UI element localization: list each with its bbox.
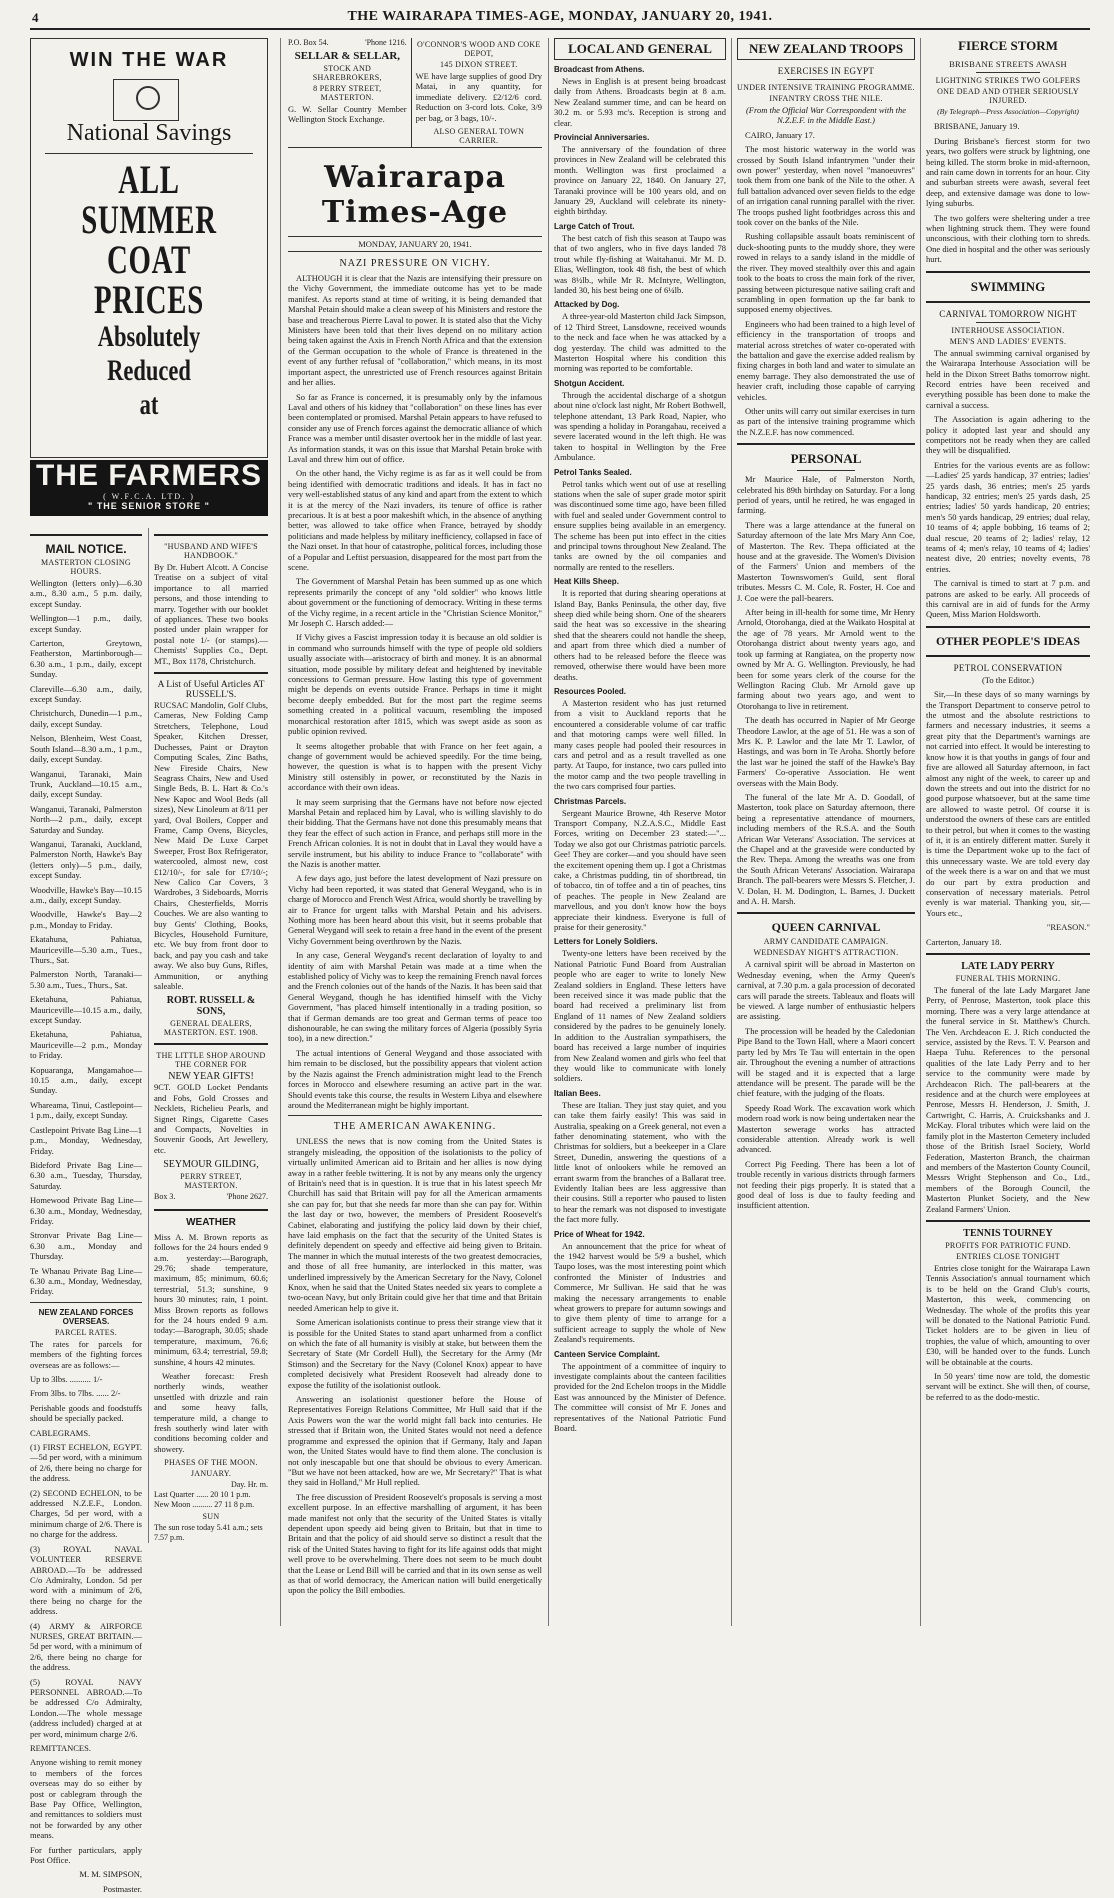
swimming-sub-3: MEN'S AND LADIES' EVENTS. [949,336,1067,346]
editorial-heading-1: NAZI PRESSURE ON VICHY. [339,258,491,270]
swimming-sub-2: INTERHOUSE ASSOCIATION. [951,325,1065,335]
moon-row-1: Last Quarter ...... 20 10 1 p.m. [154,1490,251,1500]
mail-list-item: Eketahuna, Pahiatua, Mauriceville—10.15 a.m., daily, except Sunday. [30,994,142,1026]
masthead-title: THE WAIRARAPA TIMES-AGE, MONDAY, JANUARY 20, 1941. [347,9,773,24]
sun-text: The sun rose today 5.41 a.m.; sets 7.57 p.m. [154,1523,263,1543]
mail-list-item: Castlepoint Private Bag Line—1 p.m., Monday, Wednesday, Friday. [30,1124,142,1156]
ad-line-6: Reduced [107,354,191,387]
oconnor-text: WE have large supplies of good Dry Matai, in any quantity, for immediate delivery. £2/12/6 cord. Reduction on 3-cord lots. Coke, 3/9 per bag, or 3 bags, 10/-. [415,71,542,123]
local-item-heading: Petrol Tanks Sealed. [554,467,632,477]
swimming-paragraph: Entries for the various events are as follow:—Ladies' 25 yards handicap, 37 entries; ladies' 25 yards dash, 36 entries; men's 25 yards handicap, 32 entries; men's 25 yards dash, 25 entries; ladies' 50 yards handicap, 20 entries; men's 50 yards handicap, 29 entries; dual relay, 10 teams of 4; apple bobbing, 16 teams of 2; dual rescue, 20 teams of 2; ladies' relay, 12 teams of 4; men's relay, 10 teams of 4; ladies' neatest dive, 20 entries; novelty events, 78 entries. [926,459,1090,574]
editorial-body-1 [288,273,542,1110]
swimming-sub: CARNIVAL TOMORROW NIGHT [939,308,1077,319]
mail-list-item: Palmerston North, Taranaki—5.30 a.m., Tues., Thurs., Sat. [30,969,142,990]
mail-list-item: Woodville, Hawke's Bay—10.15 a.m., daily, except Sunday. [30,884,142,905]
nz-troops-paragraph: CAIRO, January 17. [745,129,815,140]
local-item-heading: Christmas Parcels. [554,796,627,806]
ideas-heading: OTHER PEOPLE'S IDEAS [935,633,1081,648]
local-item-text: It is reported that during shearing operations at Island Bay, Banks Peninsula, the other day, five sheep died while being shorn. One of the shearers said the heat was so excessive in the shearing shed that the shearers could not handle the sheep, and apart from three which died a number of others had to be released before the fleece was removed, otherwise there would have been more deaths. [554,588,726,682]
nz-troops-paragraph: Engineers who had been trained to a high level of efficiency in the transportation of troops and material across stretches of water co-operated with the battalion and gave the exercise added realism by fixing charges in both land and water to simulate an enemy barrage. They also demonstrated the use of heavier craft, including those capable of carrying vehicles. [737,318,915,402]
mail-notice [30,528,142,1898]
tennis-sub-2: ENTRIES CLOSE TONIGHT [956,1251,1060,1261]
mail-list-item: Eketahuna, Pahiatua, Mauriceville—2 p.m., Monday to Friday. [30,1029,142,1061]
mail-list-item: Wanganui, Taranaki, Main Trunk, Auckland—10.15 a.m., daily, except Sunday. [30,768,142,800]
nz-troops-body [737,130,915,437]
gilding-heading-2: NEW YEAR GIFTS! [168,1071,254,1083]
forces-list-item: (2) SECOND ECHELON, to be addressed N.Z.E.F., London. Charges, 5d per word, with a minimum charge of 2/6. There is no charge for the address. [30,1487,142,1540]
tennis-sub: PROFITS FOR PATRIOTIC FUND. [945,1240,1071,1250]
mail-list-item: Te Whanau Private Bag Line—6.30 a.m., Monday, Wednesday, Friday. [30,1265,142,1297]
ideas-letter: Sir,—In these days of so many warnings by the Transport Department to conserve petrol to the utmost and the absolute restrictions to farmers and necessary industries, it seems a great pity that the Department's warnings are not carried into effect. It would be interesting to know how it is that youths in gangs of four and five are allowed all Saturday afternoon, in fact almost any night of the week, to career up and down the streets and out into the district for no good purpose whatsoever, but at the same time are allowed to waste petrol. Of course it is understood the owners of these cars are entitled to their petrol, but when it comes to the wasting of it, it is an entirely different matter. Surely it is time the Department woke up to the fact of this unnecessary waste. We are told every day of the week there is a war on and that we must do our part by extra production and conservation of necessary materials. Petrol evenly is war material. Thanking you, sir,—Yours etc., [926,689,1090,918]
local-item-heading: Heat Kills Sheep. [554,577,619,587]
swimming-heading: SWIMMING [970,278,1046,294]
page-number: 4 [32,10,39,25]
nz-troops-sub-3: INFANTRY CROSS THE NILE. [769,94,883,103]
column-1 [30,38,268,1894]
mail-list-item: Ekatahuna, Pahiatua, Mauriceville—5.30 a.m., Tues., Thurs., Sat. [30,934,142,965]
editorial-paragraph: In any case, General Weygand's recent declaration of loyalty to and identity of aim with Marshal Petain was made at a time when the established policy of Vichy was to keep the remaining French naval forces and the French colonies out of the hands of the Nazis. It has been said that General Weygand, though he has identified himself with the Vichy Government, "has placed himself intentionally in a trading position, so that if German demands are too great and German terms of peace too dishonourable, he can swing the military forces of Algeria (possibly Syria too), in a new direction." [288,950,542,1044]
sellar-address: 8 PERRY STREET, MASTERTON. [313,84,382,102]
queen-carnival-paragraph: The procession will be headed by the Caledonian Pipe Band to the Town Hall, where a Maori concert party led by Mrs Te Tau will entertain in the open air. Throughout the evening a number of attractions will be staged and it is expected that a large attendance will be present. The parade will be the chief feature, with the judging of the floats. [737,1025,915,1099]
mail-list-item: Christchurch, Dunedin—1 p.m., daily, except Sunday. [30,708,142,729]
tennis-tail: In 50 years' time now are told, the domestic servant will be extinct. She will then, of course, be referred to as the dodo-mestic. [926,1371,1090,1402]
win-the-war-heading: WIN THE WAR [69,49,229,71]
perry-sub: FUNERAL THIS MORNING. [955,974,1061,983]
local-general-column [554,38,726,1626]
sun-heading: SUN [202,1512,220,1522]
mail-list-item: Clareville—6.30 a.m., daily, except Sunday. [30,683,142,705]
ad-line-7: at [139,388,159,421]
russell-text: RUCSAC Mandolin, Golf Clubs, Cameras, New Folding Camp Stretchers, Telephone, Loud Speaker, Kitchen Dresser, Duchesses, Paint or Drayton Computing Scales, Zinc Baths, New Fireside Chairs, New Seagrass Chairs, New and Used Single Beds, B. L. Hart & Co.'s New Kapoc and Wool Beds (all sizes), New Linoleum at 8/11 per yard, Oval Boilers, Copper and Frame, Camp Ovens, Bicycles, New Maid De Luxe Carpet Sweeper, Frost Box Refrigerator, watercooled, almost new, cost £12/10/-, for sale for £7/10/-; New Calico Car Covers, 3 Wardrobes, 3 Sideboards, Morris Chairs, Chesterfields, Morris Couches. We are also wanting to buy Gents' Clothing, Books, Bicycles, Household Furniture, etc. We buy from front door to back, and pay you cash and take away. We also buy Guns, Rifles, Ammunition, or anything saleable. [154,700,268,992]
local-item-text: A three-year-old Masterton child Jack Simpson, of 12 Third Street, Lansdowne, received wounds to the neck and face when he was attacked by a dog yesterday. The child was admitted to the Masterton Hospital where his condition this morning was reported to be comfortable. [554,311,726,374]
handbook-heading: "HUSBAND AND WIFE'S HANDBOOK." [164,542,258,560]
farmers-advertisement [30,38,268,458]
national-savings-heading: National Savings [66,120,232,146]
local-item-heading: Broadcast from Athens. [554,65,645,74]
editorial-paragraph: Some American isolationists continue to press their strange view that it is possible for the United States to stand apart unharmed from a conflict on which the fate of all humanity is visibly at stake, but between them the Secretary of State (Mr Cordell Hull), the Secretary for the Army (Mr Stimson) and the Secretary for the Navy (Colonel Knox) appear to have completed decisively what President Roosevelt had already done to expose the futility of the isolationist outlook. [288,1317,542,1390]
swimming-paragraph: The Association is again adhering to the policy it adopted last year and should any competitors not be ready when they are called they will be disqualified. [926,414,1090,456]
forces-list-item: Perishable goods and foodstuffs should be specially packed. [30,1402,142,1424]
ad-line-1: ALL [118,157,180,202]
storm-paragraph: BRISBANE, January 19. [934,121,1020,132]
mail-list-item: Wanganui, Taranaki, Auckland, Palmerston North, Hawke's Bay (letters only)—5 p.m., daily, except Sunday. [30,838,142,881]
forces-list-item: (4) ARMY & AIRFORCE NURSES, GREAT BRITAIN.—5d per word, with a minimum of 2/6, there being no charge for the address. [30,1620,142,1673]
storm-sub: BRISBANE STREETS AWASH [949,59,1067,69]
sellar-member: G. W. Sellar Country Member Wellington Stock Exchange. [288,104,407,125]
oconnor-ad [412,38,542,147]
forces-list [30,1339,142,1866]
nz-troops-paragraph: Rushing collapsible assault boats reminiscent of duck-shooting punts to the muddy shore, they were rowed in relays to a sandy island in the middle of the river. They moved stealthily over this and again took to the boats to cross the main fork of the river, passing between picturesque native sailing craft and scrambling in open formation up the far bank to supposed enemy objectives. [737,231,915,315]
ad-line-5: Absolutely [97,320,201,353]
oconnor-heading: O'CONNOR'S WOOD AND COKE DEPOT, [417,40,541,58]
local-item-text: These are Italian. They just stay quiet, and you can take them fairly easily! This was said in Australia, speaking on a Greek general, not even a father denominating statement, who with the Christmas for soldiers, but a beekeeper in a Clare Street, Dunedin, answering the questions of a little knot of onlookers while he removed an errant swarm from the branches of a Ballarat tree. Evidently Italian bees are less aggressive than their cousins. Still a reporter who paused to listen to hear the remark was not disposed to investigate the fact more fully. [554,1099,726,1225]
store-tagline: " THE SENIOR STORE " [88,501,210,511]
sellar-firm-sub: STOCK AND SHAREBROKERS, [312,64,382,82]
forces-list-item: From 3lbs. to 7lbs. ...... 2/- [30,1388,121,1399]
local-item-heading: Italian Bees. [554,1088,601,1098]
forces-list-item: The rates for parcels for members of the fighting forces overseas are as follows:— [30,1338,142,1370]
perry-heading: LATE LADY PERRY [961,961,1055,972]
top-ads [288,38,542,148]
local-items [554,65,726,1434]
local-item-text: Petrol tanks which went out of use at reselling stations when the sale of super grade motor spirit was discontinued some time ago, have been filled with fuel and sealed under Government control to ensure supplies being available in an emergency. The scheme has been put into effect in the cities and principal towns throughout New Zealand. The tanks are owned by the oil companies and normally are rented to the resellers. [554,478,726,572]
postmaster-signature: M. M. SIMPSON, [79,1869,142,1880]
local-item-heading: Provincial Anniversaries. [554,133,650,143]
personal-heading: PERSONAL [790,451,862,467]
ideas-signature: "REASON." [1046,922,1090,933]
local-item-text: The anniversary of the foundation of three provinces in New Zealand will be celebrated this month. Wellington was first proclaimed a province on January 22, 1840. On January 27, Taranaki province will be 100 years old, and on January 29, Auckland will celebrate its ninety-eighth birthday. [554,144,726,217]
postmaster-title: Postmaster. [103,1883,142,1894]
editorial-paragraph: On the other hand, the Vichy regime is as far as it well could be from being identified with democratic traditions and ideals. It has in fact no very well-established status of any kind and apart from the extent to which it is at the mercy of the Nazi invaders, its tenure of office is rather precarious. It is at best a poor makeshift which, in the absence of anything better, was allowed to take office when France, betrayed by shoddy politicians and made helpless by military inefficiency, collapsed in face of the Nazi onset. In that hour of catastrophe, political forces, including those of a Popular and Leftist persuasion, disappeared for the most part from the scene. [288,468,542,572]
masthead [30,8,1090,30]
storm-heading: FIERCE STORM [958,38,1058,53]
forces-list-item: For further particulars, apply Post Office. [30,1844,142,1866]
tennis-heading: TENNIS TOURNEY [963,1227,1053,1239]
ideas-place: Carterton, January 18. [926,936,1002,947]
swimming-body [926,348,1090,620]
nz-troops-paragraph: Other units will carry out similar exercises in turn as part of the intensive training programme which the N.Z.E.F. has now commenced. [737,405,915,437]
local-item-text: Twenty-one letters have been received by the National Patriotic Fund Board from Australian people who are eager to write to lonely New Zealand soldiers in England. These letters have been received since it was made public that the board had received a preliminary list from England of 11 names of New Zealand soldiers considered by the padres to be genuinely lonely. In addition to the Australian sympathisers, the board has received a large number of inquiries from New Zealand women and girls who feel that they would like to communicate with lonely soldiers. [554,948,726,1084]
weather-text: Miss A. M. Brown reports as follows for the 24 hours ended 9 a.m. yesterday:—Barograph, 29.76; shade temperature, maximum, 85; minimum, 60.6; terrestrial, 51.3; sunshine, 9 hours 30 minutes; rain, 1 point. Miss Brown reports as follows for the 24 hours ended 9 a.m. today:—Barograph, 30.05; shade temperature, maximum, 76.6; minimum, 63.4; terrestrial, 59.8; sunshine, 4 hours 42 minutes. [154,1231,268,1367]
editorial-paragraph: So far as France is concerned, it is presumably only by the infamous Laval and others of his kidney that "collaboration" on these lines has ever been contemplated or promised. Marshal Petain appears to have refused to consider any use of French forces against the democratic alliance of which France was a member until disaster overtook her in the middle of last year. As information stands, it was on this issue that Marshal Petain broke with Laval and threw him out of office. [288,391,542,464]
storm-body [926,121,1090,264]
storm-credit: (By Telegraph—Press Association—Copyright) [937,107,1079,116]
queen-carnival-paragraph: A carnival spirit will be abroad in Masterton on Wednesday evening, when the Army Queen's carnival, at 7.30 p.m. a gala procession of decorated cars will parade the streets. Tableaux and floats will be viewed. A large number of enthusiastic helpers are assisting. [737,959,915,1022]
queen-carnival-paragraph: Correct Pig Feeding. There has been a lot of trouble recently in various districts through farmers not feeding their pigs properly. It is stated that a good deal of loss is due to faulty feeding and insufficient attention. [737,1158,915,1211]
oconnor-address: 145 DIXON STREET. [439,60,518,69]
queen-carnival-paragraph: Speedy Road Work. The excavation work which modern road work is now being undertaken near the Masterton sewerage works has attracted considerable attention. Already work is well advanced. [737,1102,915,1155]
ad-line-2: SUMMER [81,197,217,242]
russell-firm: ROBT. RUSSELL & SONS, [166,995,256,1018]
nz-troops-paragraph: The most historic waterway in the world was crossed by South Island infantrymen "under their own power" yesterday, when novel "manoeuvres" took them from one bank of the Nile to the other. A full battalion advanced over seven fields to the edge of an irrigation canal running parallel with the river. The troops pushed light footbridges across this and took cover on the banks of the Nile. [737,144,915,228]
farmers-banner [30,460,268,516]
moon-row-2: New Moon .......... 27 11 8 p.m. [154,1500,255,1510]
editorial-paragraph: The Government of Marshal Petain has been summed up as one which represents primarily the concept of any "old soldier" who knows little about government or the functioning of democracy. Writing in these terms of the Vichy regime, in a recent article in the "Christian Science Monitor," Mr Joseph C. Harsch added:— [288,576,542,629]
editorial-body-2 [288,1136,542,1595]
local-item-heading: Shotgun Accident. [554,378,625,388]
local-item-heading: Attacked by Dog. [554,300,620,310]
local-item-heading: Letters for Lonely Soldiers. [554,937,658,947]
store-company: ( W.F.C.A. LTD. ) [103,492,195,501]
ideas-to-editor: (To the Editor.) [981,674,1035,685]
weather-heading: WEATHER [186,1216,236,1228]
forces-list-item: (3) ROYAL NAVAL VOLUNTEER RESERVE ABROAD.—To be addressed C/o Admiralty, London. 5d per word with a minimum of 2/6, there being no charge for the address. [30,1543,142,1617]
forces-list-item: CABLEGRAMS. [30,1427,91,1438]
local-general-heading: LOCAL AND GENERAL [554,38,726,60]
mail-notice-sub: MASTERTON CLOSING HOURS. [40,558,132,576]
forces-list-item: Anyone wishing to remit money to members of the forces overseas may do so either by post or cablegram through the Base Pay Office, Wellington, and remittances to soldiers must not be forwarded by any other means. [30,1757,142,1841]
storm-sub-3: ONE DEAD AND OTHER SERIOUSLY INJURED. [937,87,1079,105]
nz-troops-credit: (From the Official War Correspondent with the N.Z.E.F. in the Middle East.) [745,105,907,126]
gilding-phone: 'Phone 2627. [226,1192,268,1202]
tennis-text: Entries close tonight for the Wairarapa Lawn Tennis Association's annual tournament which is to be held on the Grand Club's courts, Masterton, this week, commencing on Wednesday. The whole of the profits this year will be donated to the National Patriotic Fund. Ticket holders are to be given in lieu of trophies, the value of which, amounting to over £30, will be handed over to the funds. Lunch will be obtainable at the courts. [926,1262,1090,1367]
local-item-text: Sergeant Maurice Browne, 4th Reserve Motor Transport Company, N.Z.A.S.C., Middle East Forces, writing on December 23 stated:—"... Today we also got our Christmas patriotic parcels. Gee! They are corker—and you should have seen the excitement opening them up. I got a Christmas cake, a Christmas pudding, tin of shortbread, tin of tobacco, tin of toffee and a tin of peaches, tins of peaches. The people in New Zealand are marvellous, and you don't know how the boys appreciate their kindness. Everyone is full of praise for their generosity." [554,807,726,933]
forces-list-item: (5) ROYAL NAVY PERSONNEL ABROAD.—To be addressed C/o Admiralty, London.—The whole message (address included) charged at at per word, minimum charge 2/6. [30,1676,142,1739]
local-item-heading: Large Catch of Trout. [554,221,635,231]
forces-list-item: REMITTANCES. [30,1743,91,1753]
mail-list-item: Homewood Private Bag Line—6.30 a.m., Monday, Wednesday, Friday. [30,1195,142,1226]
mail-list [30,578,142,1297]
local-item-text: The appointment of a committee of inquiry to investigate complaints about the canteen facilities provided for the 2nd Echelon troops in the Middle East was announced by the Minister of Defence. The committee will consist of Mr F. Jones and representatives of the National Patriotic Fund Board. [554,1360,726,1434]
mail-list-item: Carterton, Greytown, Featherston, Martinborough—6.30 a.m., 1 p.m., daily, except Sunday. [30,638,142,680]
local-item-text: A Masterton resident who has just returned from a visit to Auckland reports that he encountered a considerable volume of car traffic and that motoring camps were well filled. In many cases people had pooled their resources in cars and petrol and as a result travelled as one party. At Taupo, for instance, two cars pulled into the motor camp and the two people travelling in the two cars comprised four parties. [554,697,726,792]
ad-line-4: PRICES [94,277,204,322]
editorial-paragraph: The actual intentions of General Weygand and those associated with him remain to be disclosed, but the possibility appears that violent action by the Nazis against the French administration might lead to the French forces in Morocco and elsewhere resuming an active part in the war. Should events take this course, the results in Western Libya and elsewhere around the Mediterranean might be highly important. [288,1047,542,1110]
sellar-box: P.O. Box 54. [288,38,329,47]
editorial-paragraph: It may seem surprising that the Germans have not before now ejected Marshal Petain and replaced him by Laval, who is willing slavishly to do their bidding. That the Germans have not done this presumably means that they fear the effect of such action in France, and perhaps still more in the French African colonies. It is not in doubt that in Laval they would have a servile instrument, but his ability to induce France to "collaborate" with the Nazis is another matter. [288,796,542,869]
personal-body [737,474,915,906]
personal-paragraph: After being in ill-health for some time, Mr Henry Arnold, Otorohanga, died at the Waikato Hospital at the age of 78 years. Mr Arnold went to the Otorohanga district about twenty years ago, and took up farming at Rangiatea, on the property now owned by Mr A. G. Wellington. Previously, he had been for some years clerk of the course for the Wellington Racing Club. Mr Arnold gave up farming about two years ago, and went to Otorohanga to live in retirement. [737,607,915,711]
local-item-heading: Resources Pooled. [554,686,627,696]
gilding-heading: THE LITTLE SHOP AROUND THE CORNER FOR [156,1051,266,1070]
savings-emblem-icon [113,79,179,121]
perry-text: The funeral of the late Lady Margaret Jane Perry, of Penrose, Masterton, took place this morning. There was a very large attendance at the funeral service in St. Matthew's Church. The Ven. Archdeacon E. J. Rich conducted the service, assisted by the Revs. T. V. Pearson and Haepa Tuhu. References to the personal qualities of the late Lady Perry and to her service to the community were made by Archdeacon Rich. The pall-bearers at the residence and at the church were employees at Penrose, Messrs H. Henderson, J. Smith, J. Cartwright, C. Harris, A. Cruickshanks and J. McKay. Floral tributes which were laid on the family plot in the Masterton Cemetery included those of the British Israel Society, World Federation, Masterton Branch, the chairman and members of the Masterton County Council, Messrs Wright Stephenson and Co., Ltd., members of the Borough Council, the Masterton Plunket Society, and the New Zealand Farmers' Union. [926,985,1090,1214]
nz-troops-heading: NEW ZEALAND TROOPS [737,38,915,60]
mail-list-item: Bideford Private Bag Line—6.30 a.m., Tuesday, Thursday, Saturday. [30,1159,142,1191]
handbook-text: By Dr. Hubert Alcott. A Concise Treatise on a subject of vital importance to all married persons, and those intending to marry. Together with our booklet of appliances. These two books posted under plain wrapper for postal note 1/- (or stamps).—Chemists' Supplies Co., Dept. MT., Box 1178, Christchurch. [154,562,268,666]
local-item-text: An announcement that the price for wheat of the 1942 harvest would be 5/9 a bushel, which Taupo loses, was the most interesting point which confronted the Minister of Industries and Commerce, Mr Sullivan. He said that he was making the necessary arrangements to enable wheat growers to prepare for autumn sowings and to give them plenty of time to arrange for a sufficient acreage to supply the whole of New Zealand's requirements. [554,1240,726,1345]
swimming-paragraph: The annual swimming carnival organised by the Wairarapa Interhouse Association will be held in the Dixon Street Baths tomorrow night. Record entries have been received and everything possible has been done to make the carnival a success. [926,347,1090,410]
ideas-sub: PETROL CONSERVATION [953,662,1063,673]
gilding-firm: SEYMOUR GILDING, [163,1159,259,1171]
forces-heading: NEW ZEALAND FORCES OVERSEAS. [38,1307,134,1326]
local-item-text: The best catch of fish this season at Taupo was that of two anglers, who in five days landed 78 trout while fly-fishing at Waitahanui. Mr M. D. Elias, Wellington, took 48 fish, the best of which was 8½lb., while Mr R. McIntyre, Wellington, landed 30, his best being one of 6¼lb. [554,232,726,295]
sellar-ad [288,38,412,147]
storm-paragraph: The two golfers were sheltering under a tree when lightning struck them. They were found unconscious, with their clothing torn to shreds. One died in hospital and the other was seriously hurt. [926,212,1090,265]
editorial-paragraph: If Vichy gives a Fascist impression today it is because an old soldier is in command who surrounds himself with the type of people old soldiers usually associate with—aristocracy of birth and money. It is an abnormal situation, mode possible by military defeat and heightened by inevitable concessions to German pressure. How lasting this type of government might be depends on events outside France. Perhaps in time it might become deeply embedded. But for the most part the regime seems something created in a political vacuum, resembling the imposed monarchical restoration after 1815, which was swept aside as soon as public opinion revived. [288,632,542,737]
gilding-box: Box 3. [154,1192,176,1202]
moon-columns: Day. Hr. m. [230,1480,268,1490]
editorial-paragraph: UNLESS the news that is now coming from the United States is strangely misleading, the opposition of the isolationists to the policy of virtually unlimited American aid to Britain and her allies is now dying away in a rather feeble twittering. It is not by any means only the urgency of Britain's need that is in question. It is true that in his latest speech Mr Churchill has said that Britain will pay for all the American armaments she can pay for, but that she needs far more than she can pay for. Within the last day or two, however, the members of President Roosevelt's Cabinet, elaborating and justifying the policy laid down by their chief, have laid emphasis on the fact that the security of the United States is definitely dependent on speedy and effective aid being given to Britain. The manner in which the mutual interests of the two greatest democracies, and those of all free humanity, are interlocked in this matter, was underlined impressively by the American Secretary for the Navy, Colonel Knox, when he said that the United States needed six years to complete a two-ocean Navy, but only Britain could give her that time and that Britain needed American help to give it. [288,1136,542,1313]
moon-heading: PHASES OF THE MOON. [164,1458,258,1468]
mail-list-item: Wellington—1 p.m., daily, except Sunday. [30,613,142,634]
forces-sub: PARCEL RATES. [55,1327,117,1337]
editorial-paragraph: ALTHOUGH it is clear that the Nazis are intensifying their pressure on the Vichy Government, the immediate outcome has yet to be made manifest. As reports stand at time of writing, it is being demanded that Marshal Petain should make a clean sweep of his Ministers and restore the base and treacherous Pierre Laval to power. It is stated also that the Vichy Ministers have been told that their lives depend on no military action being taken against the Axis in French North Africa and that the extension of the German occupation to the whole of France is threatened in the event of any further refusal of "collaboration," which means, in its most important aspect, the unrestricted use of French resources against Britain and her allies. [288,273,542,388]
nz-troops-sub: EXERCISES IN EGYPT [777,66,875,76]
editorial-paragraph: It seems altogether probable that with France on her feet again, a change of government would be achieved speedily. For the time being, however, the question is what is to happen with the present Vichy Ministry still ostensibly in power, or reconstituted by the Nazis in accordance with their own ideas. [288,740,542,793]
queen-carnival-body [737,959,915,1210]
troops-column [737,38,915,1626]
queen-carnival-sub-2: WEDNESDAY NIGHT'S ATTRACTION. [753,948,899,958]
ad-line-3: COAT [107,237,191,282]
weather-forecast: Weather forecast: Fresh northerly winds, weather unsettled with drizzle and rain and some heavy falls, temperature mild, a change to fresh southerly wind later with conditions becoming colder and showery. [154,1370,268,1454]
local-item-heading: Price of Wheat for 1942. [554,1229,645,1239]
queen-carnival-heading: QUEEN CARNIVAL [771,920,881,935]
russell-heading: A List of Useful Articles AT RUSSELL'S. [157,680,265,701]
mail-list-item: Stronvar Private Bag Line—6.30 a.m., Monday and Thursday. [30,1230,142,1262]
sellar-firm: SELLAR & SELLAR, [294,50,401,62]
russell-firm-sub: GENERAL DEALERS, MASTERTON. EST. 1908. [163,1019,259,1038]
storm-column [926,38,1090,1626]
store-name: THE FARMERS [35,459,262,492]
local-item-text: News in English is at present being broadcast daily from Athens. Broadcasts begin at 8 a.m. New Zealand summer time, and can be heard on 30.2 m. or 5.93 mc's. Reception is strong and clear. [554,76,726,128]
swimming-paragraph: The carnival is timed to start at 7 p.m. and patrons are asked to be early. All proceeds of this carnival are in aid of funds for the Army Queen, Miss Marion Holdsworth. [926,578,1090,620]
storm-sub-2: LIGHTNING STRIKES TWO GOLFERS [935,76,1081,85]
editorial-heading-2: THE AMERICAN AWAKENING. [333,1121,497,1133]
forces-list-item: (1) FIRST ECHELON, EGYPT.—5d per word, with a minimum of 2/6, there being no charge for the address. [30,1442,142,1484]
local-item-text: Through the accidental discharge of a shotgun about nine o'clock last night, Mr Robert Bothwell, telephone attendant, 13 Park Road, Napier, who was spending a holiday in Porangahau, received a severe lacerated wound in the left thigh. He was taken to hospital in Wellington by the Free Ambulance. [554,389,726,463]
personal-paragraph: Mr Maurice Hale, of Palmerston North, celebrated his 89th birthday on Saturday. For a long period of years, until he retired, he was engaged in farming. [737,474,915,516]
moon-month: JANUARY. [190,1469,232,1479]
oconnor-carrier: ALSO GENERAL TOWN CARRIER. [433,127,525,146]
mail-list-item: Kopuaranga, Mangamahoe—10.15 a.m., daily, except Sunday. [30,1064,142,1096]
editorial-paragraph: The free discussion of President Roosevelt's proposals is serving a most excellent purpose. In an effective marshalling of argument, it has been made manifest not only that the security of the United States is vitally dependent upon speedy aid being given to Britain, but that in time to Britain and that the policy of aid should serve so distinct a result that the risk of the United States having to fight for its life against odds that might well prove to be overwhelming. There does not seem to be much doubt that the Lease or Lend Bill will be carried and that in its own sense as well as that of world democracy, the American nation will build energetically upon the policy the Bill embodies. [288,1491,542,1596]
mail-list-item: Woodville, Hawke's Bay—2 p.m., Monday to Friday. [30,909,142,930]
nz-troops-sub-2: UNDER INTENSIVE TRAINING PROGRAMME. [737,83,915,92]
gilding-text: 9CT. GOLD Locket Pendants and Fobs, Gold Crosses and Necklets, Richelieu Pearls, and Signet Rings, Cigarette Cases and Compacts, Novelties in Souvenir Goods, Art Jewellery, etc. [154,1082,268,1155]
mail-list-item: Nelson, Blenheim, West Coast, South Island—8.30 a.m., 1 p.m., daily, except Sunday. [30,733,142,765]
forces-list-item: Up to 3lbs. .......... 1/- [30,1374,103,1384]
storm-paragraph: During Brisbane's fiercest storm for two years, two golfers were struck by lightning, one being killed. The storm broke in mid-afternoon, and rain came down in torrents for an hour. City and suburban streets were awash, several feet deep, and extensive damage was done to low-lying suburbs. [926,135,1090,209]
mail-notice-heading: MAIL NOTICE. [45,542,127,556]
mail-list-item: Wellington (letters only)—6.30 a.m., 8.30 a.m., 5 p.m. daily, except Sunday. [30,578,142,609]
gilding-firm-sub: PERRY STREET, MASTERTON. [180,1172,242,1191]
personal-paragraph: The funeral of the late Mr A. D. Goodall, of Masterton, took place on Saturday afternoon, there being a representative attendance of mourners, including members of the R.S.A. and the South African War Veterans' Association. The services at the Chapel and at the graveside were conducted by the Rev. Thepa. Among the wreaths was one from the South African Veterans' Association. Wairarapa Branch. The pall-bearers were Messrs S. Fletcher, J. V. Dolan, H. M. Dodington, L. Barnes, J. Duckett and A. H. Marsh. [737,791,915,907]
editorial-column [288,38,542,1626]
editorial-paragraph: A few days ago, just before the latest development of Nazi pressure on Vichy had been reported, it was stated that General Weygand, who is in charge of Morocco and French West Africa, would shortly be travelling by air to France for urgent talks with Marshal Petain and his advisers. Nothing more has been heard about this visit, but it seems probable that General Weygand will seek to retain a free hand in the event of the present Vichy Government being overthrown by the Nazis. [288,873,542,946]
mail-list-item: Wanganui, Taranaki, Palmerston North—2 p.m., daily, except Saturday and Sunday. [30,803,142,835]
personal-paragraph: There was a large attendance at the funeral on Saturday afternoon of the late Mrs Mary Ann Coe, of Masterton. The Rev. Thepa officiated at the house and at the graveside. The Women's Division of the Farmers' Union and members of the Masterton Townswomen's Guild, sent floral tributes. Messrs C. M. Cole, R. Foster, H. Coe and J. Coe were the pall-bearers. [737,519,915,603]
paper-title: Wairarapa Times-Age [321,160,509,231]
sellar-phone: 'Phone 1216. [365,38,407,47]
local-item-heading: Canteen Service Complaint. [554,1349,660,1359]
editorial-date: MONDAY, JANUARY 20, 1941. [288,236,542,252]
queen-carnival-sub: ARMY CANDIDATE CAMPAIGN. [763,937,889,947]
mail-list-item: Whareama, Tinui, Castlepoint—1 p.m., daily, except Sunday. [30,1099,142,1121]
editorial-paragraph: Answering an isolationist questioner before the House of Representatives Foreign Relations Committee, Mr Hull said that if the Axis Powers won the war the world might fall back into centuries. He stressed that if Britain won, the United States would not need a defence programme and expressed the opinion that if Germany, Italy and Japan won, the United States would have to find them alone. The conclusion is not only inescapable but one that should be obvious to every American. "But we have not been attacked, how are we, Mr Secretary?" That is what they said in Holland," Mr Hull replied. [288,1394,542,1488]
small-ads [148,528,268,1543]
personal-paragraph: The death has occurred in Napier of Mr George Theodore Lawlor, at the age of 51. He was a son of Mrs K. P. Lawlor and the late Mr T. Lawlor, of Hastings, and was born in Te Aroha. Shortly before the last war he joined the staff of the Hawke's Bay Farmers' Co-operative Association. He went overseas with the Main Body. [737,715,915,788]
